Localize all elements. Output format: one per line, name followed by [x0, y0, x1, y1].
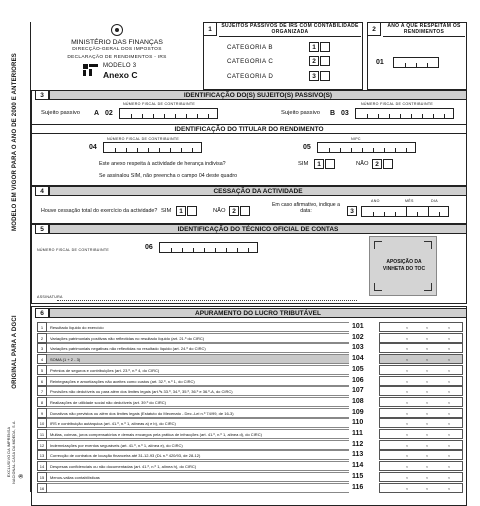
toc-vignette-area[interactable] — [369, 236, 437, 296]
row-number: 16 — [37, 483, 47, 493]
row-description: Correcção de contratos de locação financeira até 31-12-93 (DL n.º 420/93, de 28-12) — [47, 450, 349, 460]
cessation-date-prompt: Em caso afirmativo, indique a data: — [271, 202, 341, 214]
row-code: 106 — [352, 376, 364, 384]
cessation-date-input[interactable] — [361, 206, 449, 217]
profit-row-107 — [37, 386, 463, 396]
sp-a-nif-caption: NÚMERO FISCAL DE CONTRIBUINTE — [123, 102, 196, 106]
row-number: 8 — [37, 397, 47, 407]
date-month-caption: MÊS — [405, 199, 414, 203]
row-number: 13 — [37, 450, 47, 460]
row-amount-input[interactable]: , , , — [379, 354, 463, 364]
row-description: Indemnizações por eventos seguráveis (art. 41.º, n.º 1, alínea e), do CIRC) — [47, 440, 349, 450]
sp-b-code: 03 — [341, 110, 349, 117]
category-c-code: 2 — [309, 56, 319, 66]
dgci-logo-icon — [83, 64, 98, 76]
row-number: 14 — [37, 461, 47, 471]
category-c-label: CATEGORIA C — [227, 58, 274, 65]
row-description: IRS e contribuição autárquica (art. 41.º, n.º 1, alíneas a) e b), do CIRC) — [47, 418, 349, 428]
row-code: 115 — [352, 472, 364, 480]
print-note-1: EXCLUSIVO DA IMPRENSA — [7, 426, 11, 478]
row-number: 11 — [37, 429, 47, 439]
cessation-no-code: 2 — [229, 206, 239, 216]
sp-a-letter: A — [94, 110, 100, 117]
sp-a-code: 02 — [105, 110, 113, 117]
box-1-number: 1 — [203, 22, 217, 36]
profit-row-109 — [37, 408, 463, 418]
row-description: Donativos não previstos ou além dos limites legais (Estatuto do Mecenato - Dec.-Lei n.º 74/99, de 16-3) — [47, 408, 349, 418]
box-1-title: SUJEITOS PASSIVOS DE IRS COM CONTABILIDADE ORGANIZADA — [219, 23, 361, 37]
row-code: 101 — [352, 323, 364, 330]
row-number: 10 — [37, 418, 47, 428]
titular-nif-input[interactable] — [103, 142, 202, 153]
row-amount-input[interactable]: , , , — [379, 418, 463, 428]
category-b-checkbox[interactable] — [320, 42, 330, 52]
profit-row-102 — [37, 333, 463, 343]
toc-nif-label: NÚMERO FISCAL DE CONTRIBUINTE — [37, 248, 110, 252]
nipc-code: 05 — [303, 144, 311, 151]
row-amount-input[interactable]: , , , — [379, 322, 463, 332]
ministry-block — [31, 22, 203, 90]
category-b-label: CATEGORIA B — [227, 44, 273, 51]
directorate-name: DIRECÇÃO-GERAL DOS IMPOSTOS — [72, 47, 162, 52]
row-number: 2 — [37, 333, 47, 343]
row-amount-input[interactable]: , , , — [379, 440, 463, 450]
sp-b-label: Sujeito passivo — [281, 110, 320, 116]
row-description: Variações patrimoniais positivas não reflectidas no resultado líquido (art. 21.º do CIRC) — [47, 333, 349, 343]
row-number: 5 — [37, 365, 47, 375]
date-year-caption: ANO — [371, 199, 380, 203]
toc-nif-input[interactable] — [159, 242, 258, 253]
cessation-no-checkbox[interactable] — [240, 206, 250, 216]
profit-row-106 — [37, 376, 463, 386]
row-description: Prémios de seguros e contribuições (art. 23.º, n.º 4, do CIRC) — [47, 365, 349, 375]
sp-b-nif-input[interactable] — [355, 108, 454, 119]
year-input[interactable] — [393, 57, 439, 68]
inheritance-yes-label: SIM — [298, 161, 309, 167]
row-number: 7 — [37, 386, 47, 396]
titular-subsection-title: IDENTIFICAÇÃO DO TITULAR DO RENDIMENTO — [31, 124, 467, 134]
row-number: 3 — [37, 343, 47, 353]
row-code: 103 — [352, 344, 364, 352]
inheritance-hint: Se assinalou SIM, não preencha o campo 04 deste quadro — [99, 173, 238, 179]
row-description: Multas, coimas, juros compensatórios e demais encargos pela prática de infracções (art. 41.º, n.º 1, alínea d), do CIRC) — [47, 429, 349, 439]
inheritance-question: Este anexo respeita à actividade de herança indivisa? — [99, 161, 226, 167]
year-field-code: 01 — [376, 59, 384, 66]
annex-c-form — [30, 22, 466, 492]
print-note-2: NACIONAL-CASA DA MOEDA, S.A. — [12, 420, 16, 484]
row-number: 12 — [37, 440, 47, 450]
row-amount-input[interactable]: , , , — [379, 461, 463, 471]
ministry-name: MINISTÉRIO DAS FINANÇAS — [71, 39, 163, 46]
row-code: 105 — [352, 365, 364, 373]
original-copy-note: ORIGINAL PARA A DGCI — [12, 315, 18, 389]
row-amount-input[interactable]: , , , — [379, 333, 463, 343]
cessation-date-code: 3 — [347, 206, 357, 216]
row-amount-input[interactable]: , , , — [379, 483, 463, 493]
section-6-number: 6 — [35, 308, 49, 318]
row-code: 109 — [352, 408, 364, 416]
profit-row-108 — [37, 397, 463, 407]
category-c-checkbox[interactable] — [320, 56, 330, 66]
row-description: Reintegrações e amortizações não aceites como custos (art. 32.º, n.º 1, do CIRC) — [47, 376, 349, 386]
row-amount-input[interactable]: , , , — [379, 386, 463, 396]
row-number: 9 — [37, 408, 47, 418]
inheritance-no-checkbox[interactable] — [383, 159, 393, 169]
profit-row-115 — [37, 472, 463, 482]
row-code: 108 — [352, 397, 364, 405]
model-validity-note: MODELO EM VIGOR PARA O ANO DE 2000 E ANTERIORES — [12, 53, 18, 231]
row-amount-input[interactable]: , , , — [379, 397, 463, 407]
toc-signature-label: ASSINATURA — [37, 295, 63, 299]
box-2-number: 2 — [367, 22, 381, 36]
sp-a-nif-input[interactable] — [119, 108, 218, 119]
row-description: Menos-valias contabilísticas — [47, 472, 349, 482]
profit-row-103 — [37, 343, 463, 353]
row-code: 114 — [352, 462, 364, 470]
category-d-checkbox[interactable] — [320, 71, 330, 81]
category-d-label: CATEGORIA D — [227, 73, 274, 80]
row-number: 1 — [37, 322, 47, 332]
profit-row-116 — [37, 483, 463, 493]
state-emblem-icon — [111, 24, 123, 36]
date-day-caption: DIA — [431, 199, 438, 203]
annex-name: Anexo C — [103, 70, 138, 80]
sp-a-label: Sujeito passivo — [41, 110, 80, 116]
section-4-number: 4 — [35, 186, 49, 196]
row-number: 4 — [37, 354, 47, 364]
row-amount-input[interactable]: , , , — [379, 429, 463, 439]
profit-table — [31, 322, 467, 492]
row-description: Variações patrimoniais negativas não reflectidas no resultado líquido (art. 24.º do CIRC) — [47, 343, 349, 353]
section-5-number: 5 — [35, 224, 49, 234]
profit-row-110 — [37, 418, 463, 428]
row-code: 112 — [352, 440, 364, 448]
cessation-yes-code: 1 — [176, 206, 186, 216]
row-amount-input[interactable]: , , , — [379, 408, 463, 418]
nipc-input[interactable] — [317, 142, 416, 153]
row-number: 15 — [37, 472, 47, 482]
section-6-title: APURAMENTO DO LUCRO TRIBUTÁVEL — [49, 308, 467, 318]
cessation-question: Houve cessação total do exercício da actividade? — [41, 208, 158, 214]
cessation-yes-checkbox[interactable] — [187, 206, 197, 216]
box-2-title: ANO A QUE RESPEITAM OS RENDIMENTOS — [383, 23, 465, 37]
category-b-code: 1 — [309, 42, 319, 52]
row-amount-input[interactable]: , , , — [379, 450, 463, 460]
sp-b-letter: B — [330, 110, 336, 117]
profit-row-105 — [37, 365, 463, 375]
inheritance-no-code: 2 — [372, 159, 382, 169]
row-number: 6 — [37, 376, 47, 386]
profit-row-101 — [37, 322, 463, 332]
category-d-code: 3 — [309, 71, 319, 81]
row-code: 110 — [352, 419, 364, 427]
inheritance-yes-checkbox[interactable] — [325, 159, 335, 169]
row-description — [47, 483, 349, 493]
cessation-yes-label: SIM — [161, 208, 172, 214]
declaration-name: DECLARAÇÃO DE RENDIMENTOS - IRS — [67, 55, 167, 60]
inheritance-no-label: NÃO — [356, 161, 369, 167]
row-amount-input[interactable]: , , , — [379, 472, 463, 482]
row-code: 102 — [352, 333, 364, 341]
side-band — [0, 0, 30, 484]
section-5-title: IDENTIFICAÇÃO DO TÉCNICO OFICIAL DE CONTAS — [49, 224, 467, 234]
inheritance-yes-code: 1 — [314, 159, 324, 169]
row-description: Despesas confidenciais ou não documentadas (art. 41.º, n.º 1, alínea h), do CIRC) — [47, 461, 349, 471]
row-code: 107 — [352, 387, 364, 395]
titular-code: 04 — [89, 144, 97, 151]
row-code: 104 — [352, 355, 364, 363]
nipc-caption: NIPC — [351, 137, 361, 141]
section-3-title: IDENTIFICAÇÃO DO(S) SUJEITO(S) PASSIVO(S) — [49, 90, 467, 100]
profit-row-114 — [37, 461, 463, 471]
titular-nif-caption: NÚMERO FISCAL DE CONTRIBUINTE — [107, 137, 180, 141]
row-description: SOMA (1 + 2 - 3) — [47, 354, 349, 364]
row-description: Realizações de utilidade social não dedutíveis (art. 39.º do CIRC) — [47, 397, 349, 407]
profit-row-112 — [37, 440, 463, 450]
sp-b-nif-caption: NÚMERO FISCAL DE CONTRIBUINTE — [361, 102, 434, 106]
row-code: 113 — [352, 451, 364, 459]
profit-row-104 — [37, 354, 463, 364]
row-amount-input[interactable]: , , , — [379, 343, 463, 353]
profit-row-113 — [37, 450, 463, 460]
model-number: MODELO 3 — [103, 63, 137, 69]
vignette-label: APOSIÇÃO DA VINHETA DO TOC — [382, 259, 426, 272]
row-code: 116 — [352, 483, 364, 491]
row-amount-input[interactable]: , , , — [379, 365, 463, 375]
toc-nif-code: 06 — [145, 244, 153, 251]
toc-signature-line[interactable] — [57, 300, 357, 301]
print-mark: ® — [19, 473, 25, 479]
cessation-no-label: NÃO — [213, 208, 226, 214]
row-description: Resultado líquido do exercício — [47, 322, 349, 332]
row-description: Provisões não dedutíveis ou para além dos limites legais (art.ºs 33.º, 34.º, 35.º, 36.º e 36.º-A, do CIRC) — [47, 386, 349, 396]
section-4-title: CESSAÇÃO DA ACTIVIDADE — [49, 186, 467, 196]
row-code: 111 — [352, 430, 363, 437]
section-3-number: 3 — [35, 90, 49, 100]
row-amount-input[interactable]: , , , — [379, 376, 463, 386]
profit-row-111 — [37, 429, 463, 439]
